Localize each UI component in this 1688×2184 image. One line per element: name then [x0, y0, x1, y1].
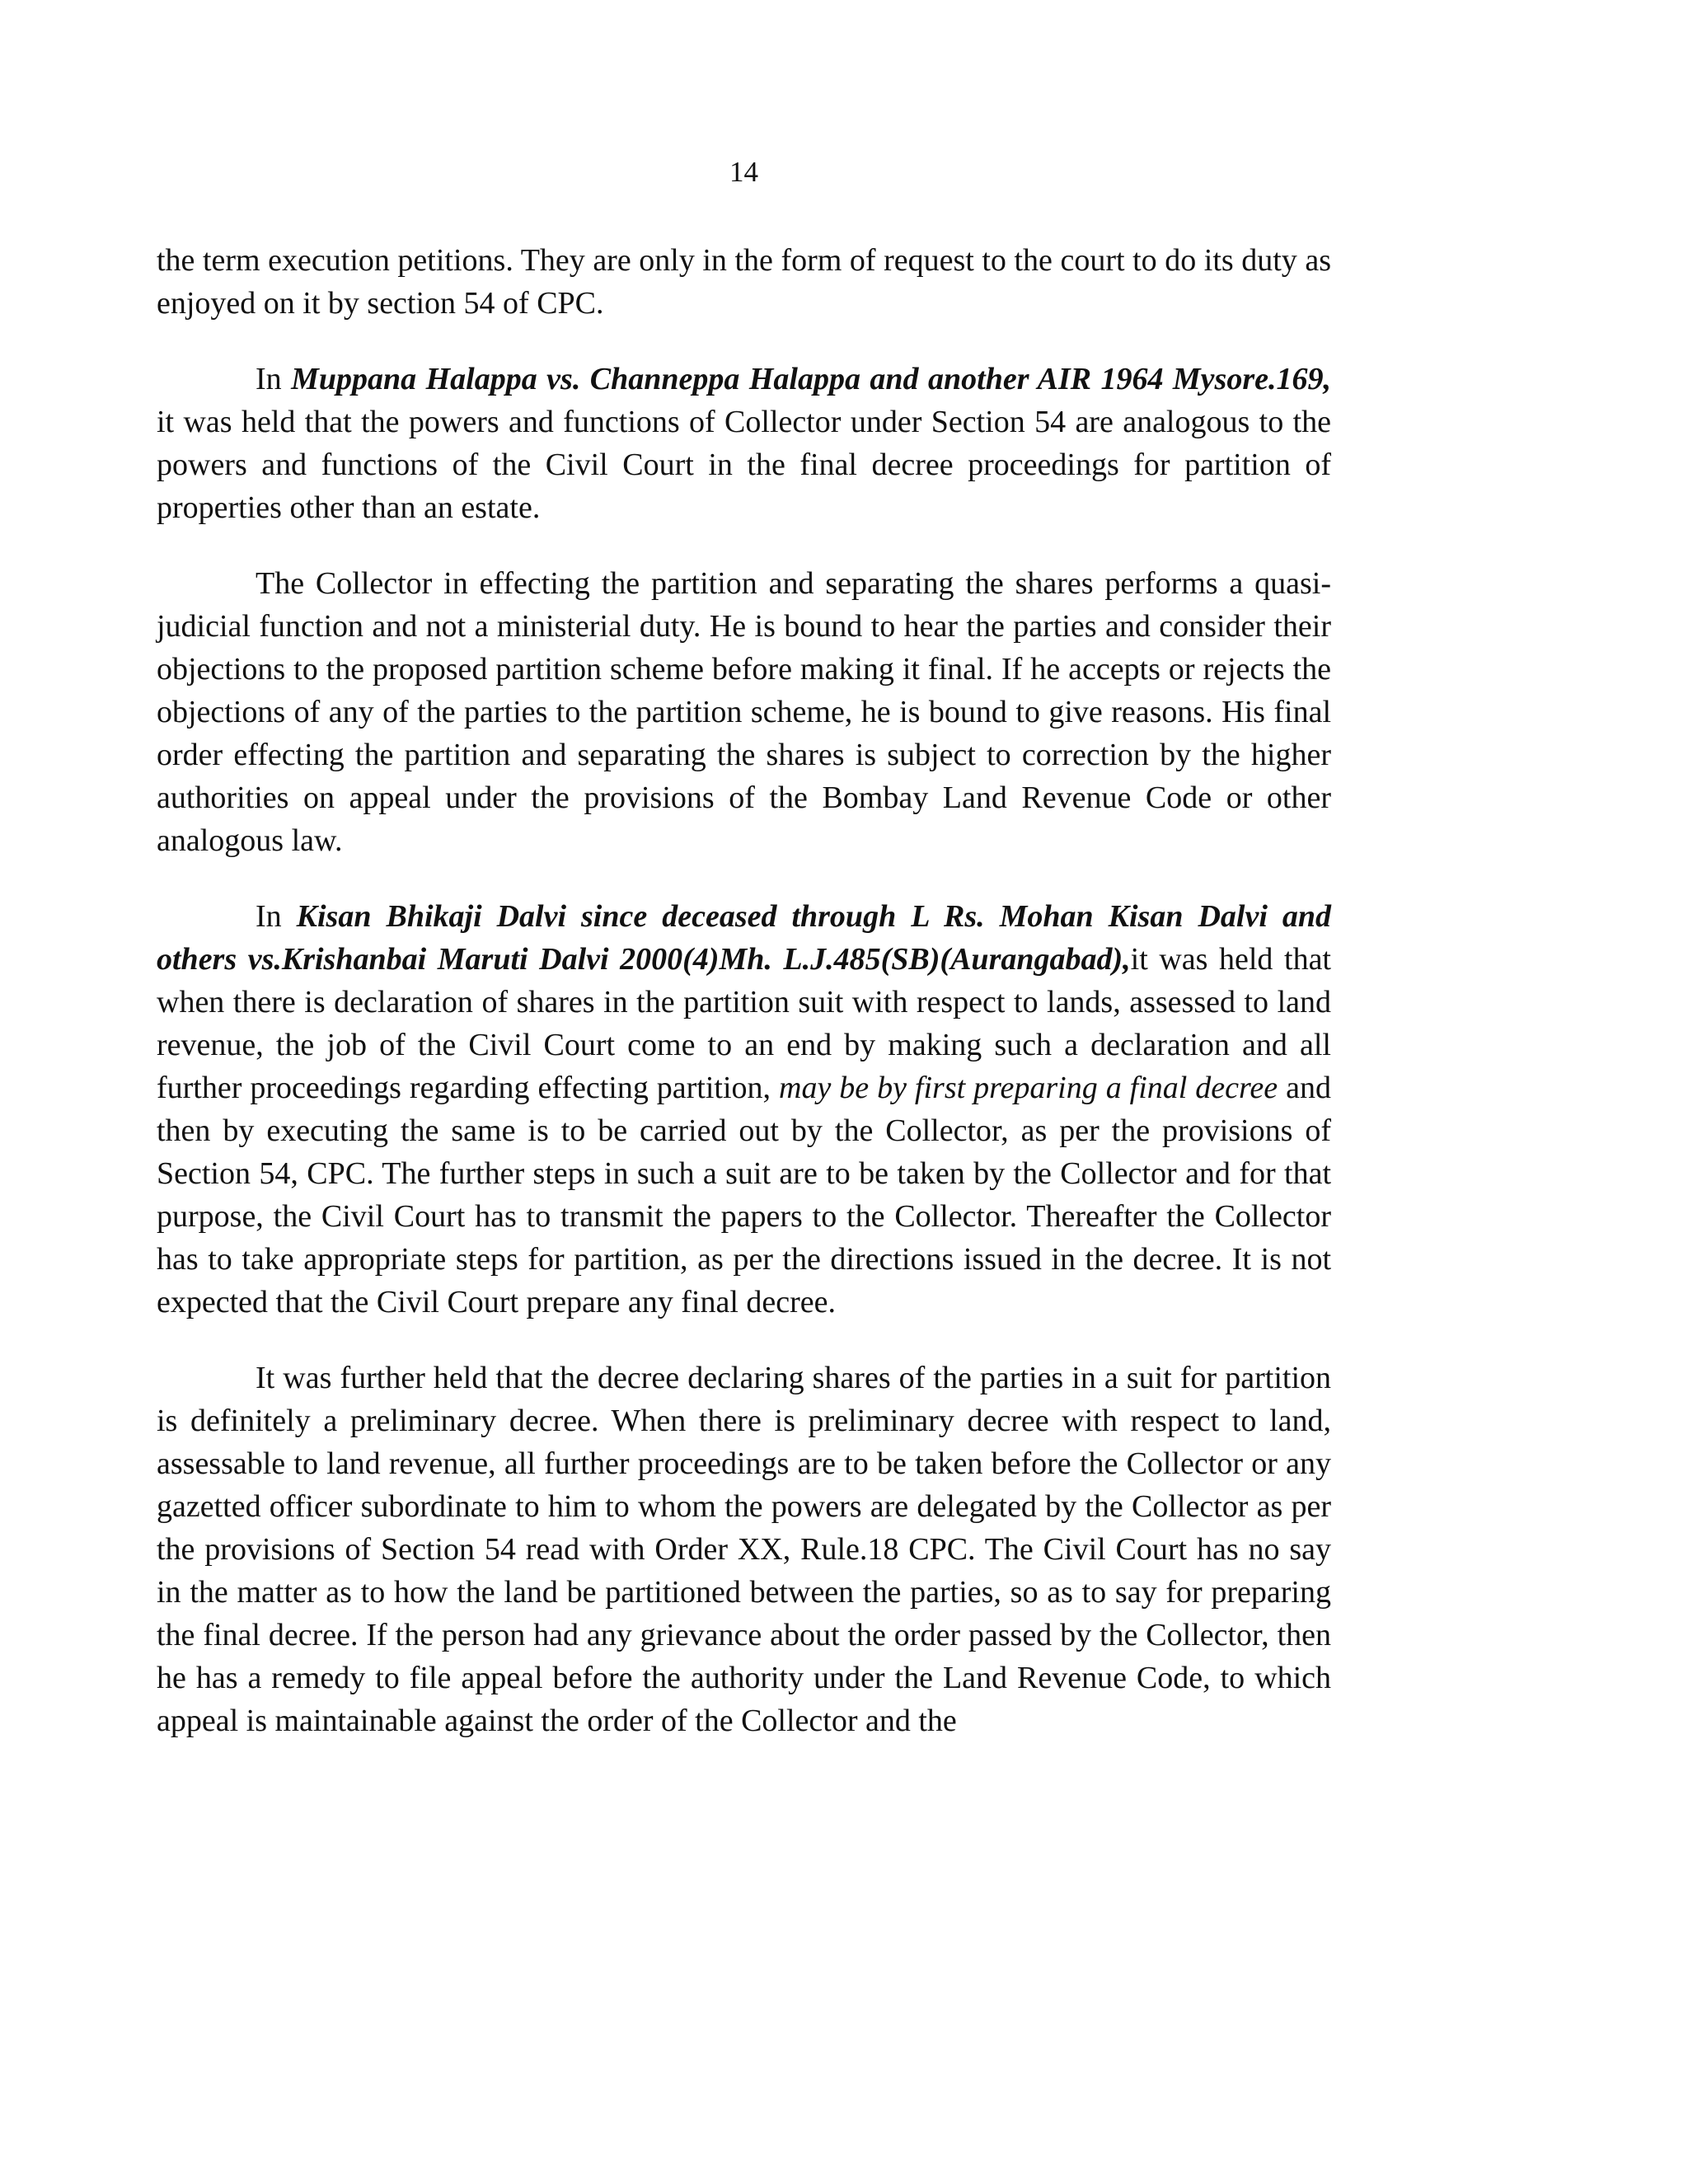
- document-body: [157, 239, 1331, 1775]
- paragraph-2: [157, 358, 1331, 529]
- paragraph-text: it was held that the powers and functions of Collector under Section 54 are analogous to the powers and functions of the Civil Court in the final decree proceedings for partition of properties other than an estate.: [157, 405, 1331, 525]
- page-number: 14: [729, 156, 758, 188]
- paragraph-4: [157, 895, 1331, 1324]
- case-citation: Muppana Halappa vs. Channeppa Halappa and another AIR 1964 Mysore.169,: [291, 362, 1331, 396]
- paragraph-text: the term execution petitions. They are only in the form of request to the court to do its duty as enjoyed on it by section 54 of CPC.: [157, 243, 1331, 321]
- paragraph-text: The Collector in effecting the partition and separating the shares performs a quasi-judicial function and not a ministerial duty. He is bound to hear the parties and consider their objections to the proposed partition scheme before making it final. If he accepts or rejects the objections of any of the parties to the partition scheme, he is bound to give reasons. His final order effecting the partition and separating the shares is subject to correction by the higher authorities on appeal under the provisions of the Bombay Land Revenue Code or other analogous law.: [157, 566, 1331, 858]
- paragraph-5: [157, 1357, 1331, 1742]
- paragraph-text: and then by executing the same is to be carried out by the Collector, as per the provisions of Section 54, CPC. The further steps in such a suit are to be taken by the Collector and for that purpose, the Civil Court has to transmit the papers to the Collector. Thereafter the Collector has to take appropriate steps for partition, as per the directions issued in the decree. It is not expected that the Civil Court prepare any final decree.: [157, 1071, 1331, 1319]
- paragraph-lead: In: [256, 899, 297, 934]
- paragraph-text: It was further held that the decree declaring shares of the parties in a suit for partition is definitely a preliminary decree. When there is preliminary decree with respect to land, assessable to land revenue, all further proceedings are to be taken before the Collector or any gazetted officer subordinate to him to whom the powers are delegated by the Collector as per the provisions of Section 54 read with Order XX, Rule.18 CPC. The Civil Court has no say in the matter as to how the land be partitioned between the parties, so as to say for preparing the final decree. If the person had any grievance about the order passed by the Collector, then he has a remedy to file appeal before the authority under the Land Revenue Code, to which appeal is maintainable against the order of the Collector and the: [157, 1361, 1331, 1738]
- emphasized-text: may be by first preparing a final decree: [779, 1071, 1278, 1105]
- paragraph-lead: In: [256, 362, 292, 396]
- paragraph-1: [157, 239, 1331, 325]
- case-citation: Kisan Bhikaji Dalvi since deceased through L Rs. Mohan Kisan Dalvi and others vs.Krishanbai Maruti Dalvi 2000(4)Mh. L.J.485(SB)(Aurangabad),: [157, 899, 1332, 977]
- paragraph-3: [157, 562, 1331, 862]
- paragraph-text: it was held that when there is declaration of shares in the partition suit with respect to lands, assessed to land revenue, the job of the Civil Court come to an end by making such a declaration and all further proceedings regarding effecting partition,: [157, 942, 1331, 1105]
